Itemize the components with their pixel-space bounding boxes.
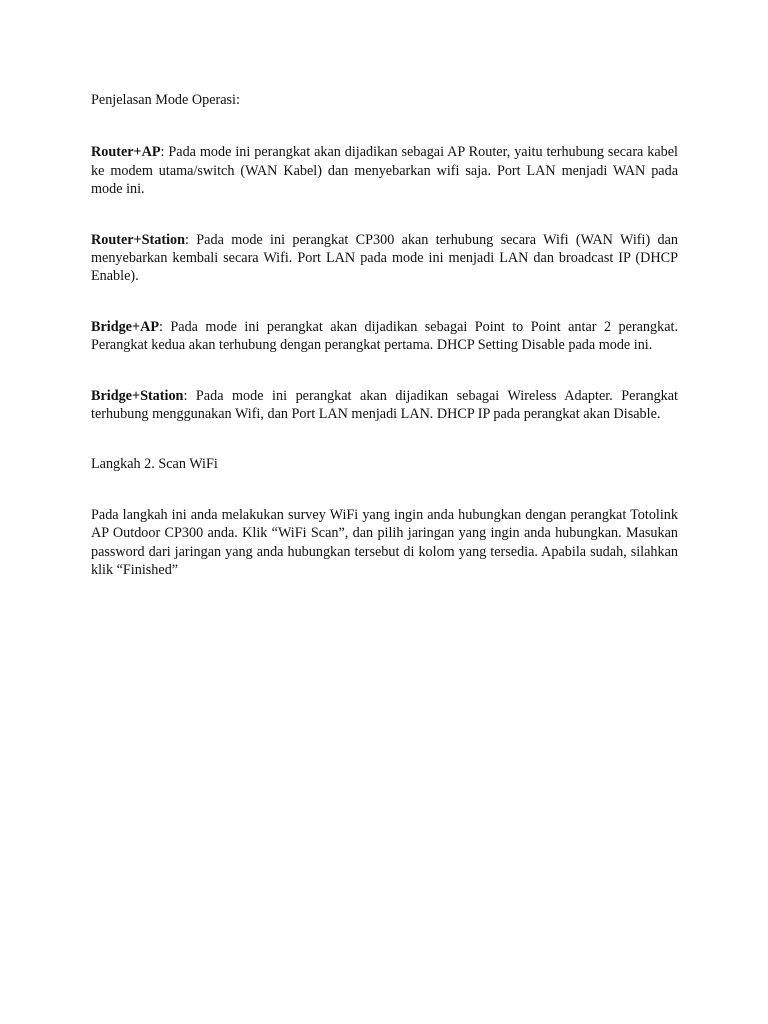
mode-description: : Pada mode ini perangkat akan dijadikan sebagai Point to Point antar 2 perangkat. Perangkat kedua akan terhubung dengan perangkat pertama. DHCP Setting Disable pada mode ini. bbox=[91, 318, 678, 354]
mode-term: Router+Station bbox=[91, 231, 185, 248]
spacer bbox=[91, 355, 678, 387]
section-heading-step-2: Langkah 2. Scan WiFi bbox=[91, 456, 218, 473]
mode-paragraph-router-ap bbox=[91, 143, 678, 198]
mode-term: Bridge+Station bbox=[91, 387, 184, 404]
document-body bbox=[91, 91, 678, 580]
mode-description: : Pada mode ini perangkat CP300 akan terhubung secara Wifi (WAN Wifi) dan menyebarkan kembali secara Wifi. Port LAN pada mode ini menjadi LAN dan broadcast IP (DHCP Enable). bbox=[91, 231, 678, 285]
step-2-paragraph: Pada langkah ini anda melakukan survey WiFi yang ingin anda hubungkan dengan perangkat Totolink AP Outdoor CP300 anda. Klik “WiFi Scan”, dan pilih jaringan yang ingin anda hubungkan. Masukan password dari jaringan yang anda hubungkan tersebut di kolom yang tersedia. Apabila sudah, silahkan klik “Finished” bbox=[91, 506, 678, 579]
mode-description: : Pada mode ini perangkat akan dijadikan sebagai AP Router, yaitu terhubung secara kabel ke modem utama/switch (WAN Kabel) dan menyebarkan wifi saja. Port LAN menjadi WAN pada mode ini. bbox=[91, 144, 678, 198]
spacer bbox=[91, 199, 678, 231]
spacer bbox=[91, 109, 678, 143]
mode-paragraph-router-station bbox=[91, 231, 678, 286]
spacer bbox=[91, 474, 678, 506]
spacer bbox=[91, 286, 678, 318]
mode-term: Router+AP bbox=[91, 144, 161, 161]
mode-paragraph-bridge-ap bbox=[91, 318, 678, 355]
mode-paragraph-bridge-station bbox=[91, 387, 678, 424]
section-heading-operation-modes: Penjelasan Mode Operasi: bbox=[91, 92, 240, 108]
spacer bbox=[91, 423, 678, 455]
mode-term: Bridge+AP bbox=[91, 318, 159, 335]
mode-description: : Pada mode ini perangkat akan dijadikan sebagai Wireless Adapter. Perangkat terhubung menggunakan Wifi, dan Port LAN menjadi LAN. DHCP IP pada perangkat akan Disable. bbox=[91, 387, 678, 423]
